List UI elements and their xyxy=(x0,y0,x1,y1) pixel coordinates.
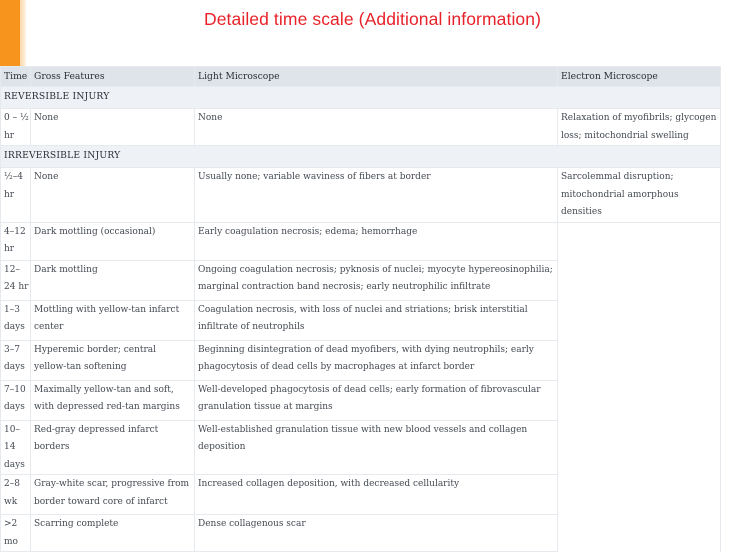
cell-electron xyxy=(558,300,721,340)
table-row xyxy=(1,260,721,300)
cell-light: Ongoing coagulation necrosis; pyknosis of nuclei; myocyte hypereosinophilia; marginal contraction band necrosis; early neutrophilic infiltrate xyxy=(195,260,558,300)
cell-light: Coagulation necrosis, with loss of nuclei and striations; brisk interstitial infiltrate of neutrophils xyxy=(195,300,558,340)
cell-gross: Dark mottling (occasional) xyxy=(31,222,195,260)
table-row xyxy=(1,475,721,515)
cell-gross: None xyxy=(31,109,195,146)
cell-electron xyxy=(558,475,721,515)
header-time: Time xyxy=(1,67,31,87)
cell-light: Increased collagen deposition, with decreased cellularity xyxy=(195,475,558,515)
cell-light: Well-established granulation tissue with new blood vessels and collagen deposition xyxy=(195,420,558,475)
header-gross-features: Gross Features xyxy=(31,67,195,87)
cell-gross: Red-gray depressed infarct borders xyxy=(31,420,195,475)
table-row xyxy=(1,300,721,340)
cell-electron: Relaxation of myofibrils; glycogen loss; mitochondrial swelling xyxy=(558,109,721,146)
cell-time: 7–10 days xyxy=(1,380,31,420)
cell-time: >2 mo xyxy=(1,515,31,552)
section-label: IRREVERSIBLE INJURY xyxy=(1,146,721,168)
cell-time: ½–4 hr xyxy=(1,168,31,223)
cell-electron xyxy=(558,340,721,380)
cell-electron xyxy=(558,260,721,300)
header-light-microscope: Light Microscope xyxy=(195,67,558,87)
cell-time: 1–3 days xyxy=(1,300,31,340)
cell-light: None xyxy=(195,109,558,146)
table-row xyxy=(1,168,721,223)
table-row xyxy=(1,340,721,380)
time-scale-table-container xyxy=(0,66,720,552)
cell-light: Beginning disintegration of dead myofibers, with dying neutrophils; early phagocytosis of dead cells by macrophages at infarct border xyxy=(195,340,558,380)
cell-gross: Mottling with yellow-tan infarct center xyxy=(31,300,195,340)
section-label: REVERSIBLE INJURY xyxy=(1,87,721,109)
table-header-row xyxy=(1,67,721,87)
cell-light: Usually none; variable waviness of fibers at border xyxy=(195,168,558,223)
header-electron-microscope: Electron Microscope xyxy=(558,67,721,87)
cell-time: 0 – ½ hr xyxy=(1,109,31,146)
cell-gross: Gray-white scar, progressive from border toward core of infarct xyxy=(31,475,195,515)
cell-electron: Sarcolemmal disruption; mitochondrial amorphous densities xyxy=(558,168,721,223)
cell-gross: Dark mottling xyxy=(31,260,195,300)
table-row xyxy=(1,222,721,260)
cell-time: 2–8 wk xyxy=(1,475,31,515)
slide-title: Detailed time scale (Additional information) xyxy=(203,9,542,29)
cell-light: Well-developed phagocytosis of dead cells; early formation of fibrovascular granulation tissue at margins xyxy=(195,380,558,420)
cell-electron xyxy=(558,420,721,475)
cell-gross: Hyperemic border; central yellow-tan softening xyxy=(31,340,195,380)
cell-light: Early coagulation necrosis; edema; hemorrhage xyxy=(195,222,558,260)
cell-light: Dense collagenous scar xyxy=(195,515,558,552)
section-row-irreversible xyxy=(1,146,721,168)
cell-time: 10–14 days xyxy=(1,420,31,475)
cell-time: 3–7 days xyxy=(1,340,31,380)
table-row xyxy=(1,420,721,475)
cell-time: 4–12 hr xyxy=(1,222,31,260)
cell-electron xyxy=(558,222,721,260)
cell-gross: Maximally yellow-tan and soft, with depressed red-tan margins xyxy=(31,380,195,420)
table-row xyxy=(1,515,721,552)
cell-time: 12–24 hr xyxy=(1,260,31,300)
cell-electron xyxy=(558,515,721,552)
section-row-reversible xyxy=(1,87,721,109)
time-scale-table xyxy=(0,66,721,552)
table-row xyxy=(1,109,721,146)
cell-electron xyxy=(558,380,721,420)
table-row xyxy=(1,380,721,420)
cell-gross: None xyxy=(31,168,195,223)
cell-gross: Scarring complete xyxy=(31,515,195,552)
